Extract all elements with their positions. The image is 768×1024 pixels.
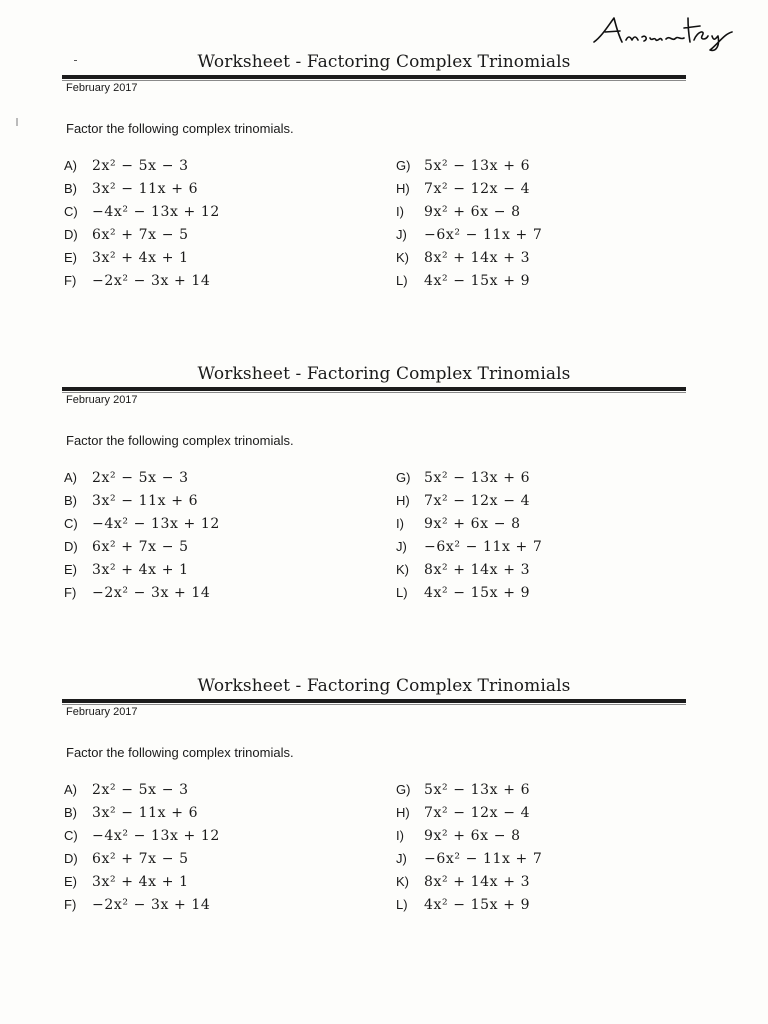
problem-expression: 4x² − 15x + 9 — [424, 585, 531, 601]
problem-k — [396, 558, 542, 581]
problem-c — [64, 512, 220, 535]
problem-f — [64, 269, 220, 292]
problem-label: L) — [396, 897, 408, 912]
problem-label: C) — [64, 828, 78, 843]
problem-expression: −2x² − 3x + 14 — [92, 585, 211, 601]
problem-label: D) — [64, 851, 78, 866]
problem-label: L) — [396, 273, 408, 288]
problem-expression: 5x² − 13x + 6 — [424, 470, 531, 486]
worksheet-instruction: Factor the following complex trinomials. — [66, 745, 294, 760]
problem-expression: 9x² + 6x − 8 — [424, 516, 521, 532]
header-rule — [62, 75, 686, 79]
problem-expression: 6x² + 7x − 5 — [92, 227, 189, 243]
problem-label: I) — [396, 516, 404, 531]
problem-d — [64, 847, 220, 870]
problem-label: C) — [64, 204, 78, 219]
problem-f — [64, 893, 220, 916]
problem-label: A) — [64, 158, 77, 173]
worksheet-section-3 — [0, 676, 768, 976]
worksheet-date: February 2017 — [66, 82, 138, 94]
worksheet-date: February 2017 — [66, 394, 138, 406]
problem-expression: −4x² − 13x + 12 — [92, 516, 220, 532]
problem-label: A) — [64, 470, 77, 485]
problem-expression: 2x² − 5x − 3 — [92, 470, 189, 486]
problem-label: H) — [396, 181, 410, 196]
problem-expression: −2x² − 3x + 14 — [92, 897, 211, 913]
problem-label: K) — [396, 250, 409, 265]
problem-g — [396, 154, 542, 177]
problem-expression: −2x² − 3x + 14 — [92, 273, 211, 289]
problem-expression: 7x² − 12x − 4 — [424, 181, 531, 197]
problem-a — [64, 154, 220, 177]
problem-l — [396, 269, 542, 292]
problem-expression: 3x² − 11x + 6 — [92, 805, 199, 821]
problems-left-column — [64, 154, 220, 292]
problem-expression: 8x² + 14x + 3 — [424, 562, 531, 578]
problem-label: I) — [396, 204, 404, 219]
problem-label: J) — [396, 227, 407, 242]
problem-j — [396, 223, 542, 246]
problem-e — [64, 870, 220, 893]
problem-d — [64, 535, 220, 558]
problem-expression: 3x² + 4x + 1 — [92, 874, 189, 890]
problem-f — [64, 581, 220, 604]
problems-left-column — [64, 466, 220, 604]
problem-expression: −4x² − 13x + 12 — [92, 204, 220, 220]
problem-expression: 4x² − 15x + 9 — [424, 273, 531, 289]
problem-expression: 3x² + 4x + 1 — [92, 562, 189, 578]
scan-speck — [74, 60, 77, 61]
header-rule — [62, 699, 686, 703]
problem-i — [396, 824, 542, 847]
worksheet-section-1 — [0, 52, 768, 352]
problem-k — [396, 246, 542, 269]
problem-label: G) — [396, 158, 411, 173]
problem-expression: 6x² + 7x − 5 — [92, 851, 189, 867]
problem-e — [64, 558, 220, 581]
problem-b — [64, 177, 220, 200]
problem-label: D) — [64, 227, 78, 242]
problem-label: H) — [396, 805, 410, 820]
problem-expression: 3x² + 4x + 1 — [92, 250, 189, 266]
problems-left-column — [64, 778, 220, 916]
problem-h — [396, 801, 542, 824]
problem-expression: 4x² − 15x + 9 — [424, 897, 531, 913]
problem-label: G) — [396, 782, 411, 797]
problem-label: F) — [64, 273, 77, 288]
problem-expression: 3x² − 11x + 6 — [92, 493, 199, 509]
problem-expression: 7x² − 12x − 4 — [424, 493, 531, 509]
header-rule — [62, 387, 686, 391]
problem-label: I) — [396, 828, 404, 843]
worksheet-instruction: Factor the following complex trinomials. — [66, 433, 294, 448]
problem-a — [64, 778, 220, 801]
problem-label: F) — [64, 897, 77, 912]
problem-k — [396, 870, 542, 893]
problem-b — [64, 489, 220, 512]
problem-i — [396, 512, 542, 535]
problem-d — [64, 223, 220, 246]
problem-label: B) — [64, 493, 77, 508]
problem-expression: −6x² − 11x + 7 — [424, 227, 543, 243]
problem-expression: 8x² + 14x + 3 — [424, 874, 531, 890]
problem-expression: −6x² − 11x + 7 — [424, 539, 543, 555]
problem-g — [396, 778, 542, 801]
problem-j — [396, 847, 542, 870]
problem-label: L) — [396, 585, 408, 600]
problem-expression: 3x² − 11x + 6 — [92, 181, 199, 197]
problem-c — [64, 200, 220, 223]
problem-l — [396, 581, 542, 604]
problems-right-column — [396, 778, 542, 916]
problem-label: K) — [396, 562, 409, 577]
problems-right-column — [396, 466, 542, 604]
problem-j — [396, 535, 542, 558]
problem-label: B) — [64, 181, 77, 196]
problem-expression: 9x² + 6x − 8 — [424, 828, 521, 844]
problem-label: G) — [396, 470, 411, 485]
worksheet-section-2 — [0, 364, 768, 664]
problem-expression: −6x² − 11x + 7 — [424, 851, 543, 867]
problem-e — [64, 246, 220, 269]
problem-label: K) — [396, 874, 409, 889]
problems-right-column — [396, 154, 542, 292]
problem-expression: 9x² + 6x − 8 — [424, 204, 521, 220]
problem-label: E) — [64, 250, 77, 265]
problem-b — [64, 801, 220, 824]
scan-speck — [16, 118, 18, 126]
problem-expression: 2x² − 5x − 3 — [92, 782, 189, 798]
problem-label: H) — [396, 493, 410, 508]
problem-c — [64, 824, 220, 847]
problem-label: A) — [64, 782, 77, 797]
problem-l — [396, 893, 542, 916]
problem-expression: 7x² − 12x − 4 — [424, 805, 531, 821]
worksheet-date: February 2017 — [66, 706, 138, 718]
problem-expression: 2x² − 5x − 3 — [92, 158, 189, 174]
worksheet-title: Worksheet - Factoring Complex Trinomials — [197, 676, 571, 696]
problem-a — [64, 466, 220, 489]
problem-label: J) — [396, 851, 407, 866]
problem-expression: 5x² − 13x + 6 — [424, 782, 531, 798]
problem-label: E) — [64, 874, 77, 889]
problem-label: C) — [64, 516, 78, 531]
problem-expression: −4x² − 13x + 12 — [92, 828, 220, 844]
problem-label: B) — [64, 805, 77, 820]
problem-h — [396, 177, 542, 200]
problem-label: E) — [64, 562, 77, 577]
problem-label: J) — [396, 539, 407, 554]
problem-expression: 6x² + 7x − 5 — [92, 539, 189, 555]
answer-key-signature — [588, 12, 738, 52]
problem-expression: 5x² − 13x + 6 — [424, 158, 531, 174]
problem-label: F) — [64, 585, 77, 600]
problem-expression: 8x² + 14x + 3 — [424, 250, 531, 266]
problem-h — [396, 489, 542, 512]
problem-label: D) — [64, 539, 78, 554]
worksheet-title: Worksheet - Factoring Complex Trinomials — [197, 364, 571, 384]
problem-g — [396, 466, 542, 489]
worksheet-title: Worksheet - Factoring Complex Trinomials — [197, 52, 571, 72]
worksheet-instruction: Factor the following complex trinomials. — [66, 121, 294, 136]
problem-i — [396, 200, 542, 223]
